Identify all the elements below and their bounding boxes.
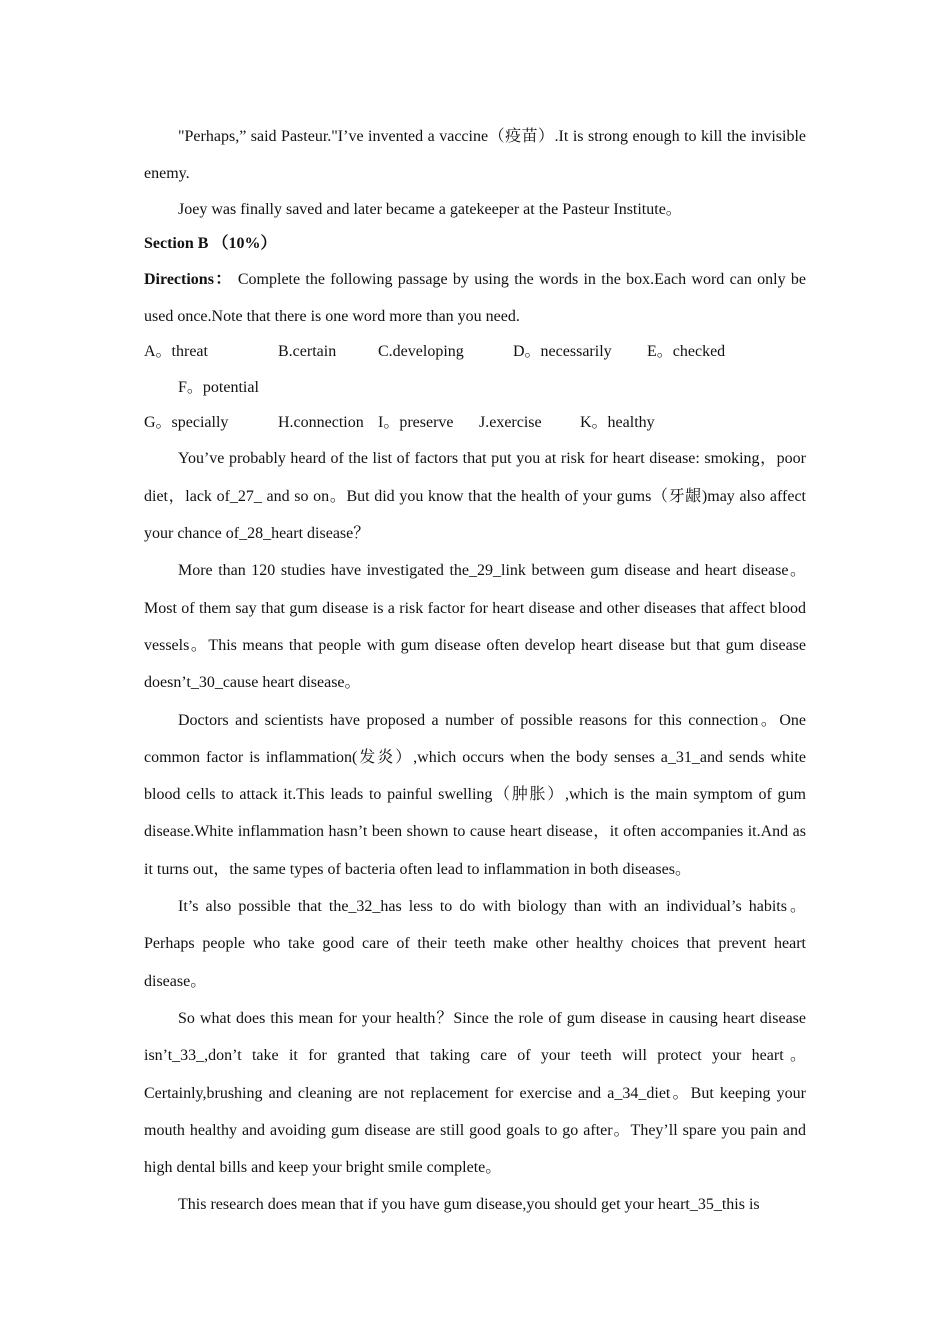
- option-d: D。necessarily: [513, 343, 612, 361]
- document-content: [144, 118, 806, 1224]
- pasteur-quote-paragraph: "Perhaps,” said Pasteur."I’ve invented a vaccine（疫苗）.It is strong enough to kill the invisible enemy.: [144, 128, 806, 183]
- option-b: B.certain: [278, 343, 337, 361]
- passage-paragraph: More than 120 studies have investigated the_29_link between gum disease and heart disease。Most of them say that gum disease is a risk factor for heart disease and other diseases that affect blood vessels。This means that people with gum disease often develop heart disease but that gum disease doesn’t_30_cause heart disease。: [144, 562, 806, 692]
- option-j: J.exercise: [479, 414, 542, 432]
- option-e: E。checked: [647, 343, 726, 361]
- directions-text: Complete the following passage by using the words in the box.Each word can only be used once.Note that there is one word more than you need.: [144, 270, 806, 325]
- passage-paragraph: It’s also possible that the_32_has less to do with biology than with an individual’s habits。Perhaps people who take good care of their teeth make other healthy choices that prevent heart disease。: [144, 898, 806, 990]
- directions-label: Directions：: [144, 270, 233, 288]
- passage-paragraph: You’ve probably heard of the list of factors that put you at risk for heart disease: smoking，poor diet，lack of_27_ and so on。But did you know that the health of your gums（牙龈)may also affect your chance of_28_heart disease？: [144, 450, 806, 543]
- option-h: H.connection: [278, 414, 364, 432]
- option-i: I。preserve: [378, 414, 454, 432]
- option-k: K。healthy: [580, 414, 655, 432]
- word-box-row-2: [144, 369, 806, 406]
- word-box-row-3: [144, 406, 806, 440]
- passage-paragraph: Doctors and scientists have proposed a number of possible reasons for this connection。One common factor is inflammation(发炎）,which occurs when the body senses a_31_and sends white blood cells to attack it.This leads to painful swelling（肿胀）,which is the main symptom of gum disease.White inflammation hasn’t been shown to cause heart disease，it often accompanies it.And as it turns out，the same types of bacteria often lead to inflammation in both diseases。: [144, 711, 806, 878]
- passage-paragraph: This research does mean that if you have gum disease,you should get your heart_35_this is: [178, 1196, 760, 1214]
- option-a: A。threat: [144, 343, 208, 361]
- passage-paragraph: So what does this mean for your health？Since the role of gum disease in causing heart disease isn’t_33_,don’t take it for granted that taking care of your teeth will protect your heart。Certainly,brushing and cleaning are not replacement for exercise and a_34_diet。But keeping your mouth healthy and avoiding gum disease are still good goals to go after。They’ll spare you pain and high dental bills and keep your bright smile complete。: [144, 1009, 806, 1177]
- option-f: F。potential: [178, 379, 259, 397]
- word-box-row-1: [144, 335, 806, 369]
- directions: [144, 261, 806, 336]
- option-c: C.developing: [378, 343, 464, 361]
- option-g: G。specially: [144, 414, 229, 432]
- section-b-title: Section B （10%）: [144, 234, 277, 252]
- joey-saved-paragraph: Joey was finally saved and later became a gatekeeper at the Pasteur Institute。: [178, 200, 682, 218]
